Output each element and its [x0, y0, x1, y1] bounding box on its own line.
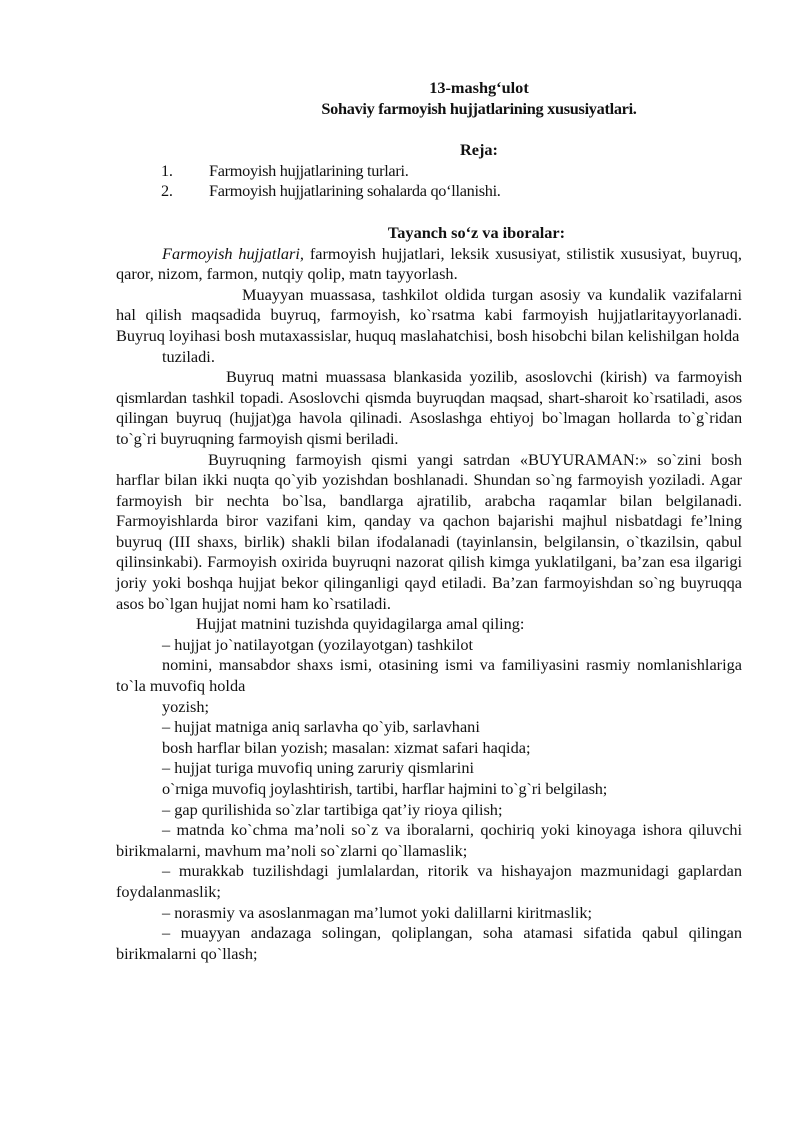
plan-item [116, 181, 742, 202]
plan-heading: Reja: [460, 140, 498, 160]
exercise-title: 13-mashg‘ulot [429, 78, 529, 97]
paragraph-2: Buyruq matni muassasa blankasida yozilib, asoslovchi (kirish) va farmoyish qismlardan tashkil topadi. Asoslovchi qismda buyruqdan maqsad, shart-sharoit ko`rsatiladi, asos qilingan buyruq (hujjat)ga havola qilinadi. Asoslashga ehtiyoj bo`lmagan hollarda to`g`ridan to`g`ri buyruqning farmoyish qismi beriladi. [116, 367, 742, 448]
keywords-heading: Tayanch so‘z va iboralar: [387, 222, 566, 242]
plan-list [116, 161, 742, 202]
rule-line: – hujjat matniga aniq sarlavha qo`yib, sarlavhani [162, 717, 480, 737]
rule-line: nomini, mansabdor shaxs ismi, otasining ismi va familiyasini rasmiy nomlanishlariga to`la muvofiq holda [116, 655, 742, 696]
paragraph-3: Buyruqning farmoyish qismi yangi satrdan «BUYURAMAN:» so`zini bosh harflar bilan ikki nuqta qo`yib yozishdan boshlanadi. Shundan so`ng farmoyish yoziladi. Agar farmoyish bir nechta bo`lsa, bandlarga ajratilib, arabcha raqamlar bilan belgilanadi. Farmoyishlarda biror vazifani kim, qanday va qachon bajarishi majhul nisbatdagi fe’lning buyruq (III shaxs, birlik) shakli bilan ifodalanadi (tayinlansin, belgilansin, o`tkazilsin, qabul qilinsinkabi). Farmoyish oxirida buyruqni nazorat qilish kimga yuklatilgani, ba’zan esa ilgarigi joriy yoki boshqa hujjat bekor qilinganligi qayd etiladi. Ba’zan farmoyishdan so`ng buyruqqa asos bo`lgan hujjat nomi ham ko`rsatiladi. [116, 449, 742, 613]
topic-title: Sohaviy farmoyish hujjatlarining xususiyatlari. [321, 98, 637, 118]
rule-line: – hujjat jo`natilayotgan (yozilayotgan) tashkilot [162, 634, 474, 654]
paragraph-1-end: tuziladi. [162, 346, 215, 366]
rule-line: – murakkab tuzilishdagi jumlalardan, ritorik va hishayajon mazmunidagi gaplardan foydalanmaslik; [116, 861, 742, 901]
rule-line: – norasmiy va asoslanmagan ma’lumot yoki dalillarni kiritmaslik; [162, 902, 593, 922]
rule-line: – matnda ko`chma ma’noli so`z va iboralarni, qochiriq yoki kinoyaga ishora qiluvchi birikmalarni, mavhum ma’noli so`zlarni qo`llamaslik; [116, 820, 742, 860]
rule-line: – muayyan andazaga solingan, qoliplangan, soha atamasi sifatida qabul qilingan birikmalarni qo`llash; [116, 923, 742, 963]
keywords-lead: Farmoyish hujjatlari, [162, 243, 304, 263]
keywords-list: farmoyish hujjatlari, leksik xususiyat, stilistik xususiyat, buyruq, qaror, nizom, farmon, nutqiy qolip, matn tayyorlash. [116, 243, 742, 284]
plan-item-text: Farmoyish hujjatlarining sohalarda qo‘llanishi. [209, 181, 501, 201]
rule-line: – hujjat turiga muvofiq uning zaruriy qismlarini [162, 758, 474, 778]
paragraph-1: Muayyan muassasa, tashkilot oldida turgan asosiy va kundalik vazifalarni hal qilish maqsadida buyruq, farmoyish, ko`rsatma kabi farmoyish hujjatlaritayyorlanadi. Buyruq loyihasi bosh mutaxassislar, huquq maslahatchisi, bosh hisobchi bilan kelishilgan holda [116, 284, 742, 345]
keywords-paragraph [116, 244, 742, 285]
plan-item-text: Farmoyish hujjatlarining turlari. [209, 160, 409, 180]
rule-line: – gap qurilishida so`zlar tartibiga qat’iy rioya qilish; [162, 799, 503, 819]
paragraph-4: Hujjat matnini tuzishda quyidagilarga amal qiling: [196, 614, 525, 634]
plan-item-number: 2. [161, 181, 173, 201]
rule-line: yozish; [162, 696, 210, 716]
rule-line: o`rniga muvofiq joylashtirish, tartibi, harflar hajmini to`g`ri belgilash; [162, 779, 608, 798]
rule-line: bosh harflar bilan yozish; masalan: xizmat safari haqida; [162, 737, 531, 757]
plan-item [116, 161, 742, 182]
plan-item-number: 1. [161, 160, 173, 180]
